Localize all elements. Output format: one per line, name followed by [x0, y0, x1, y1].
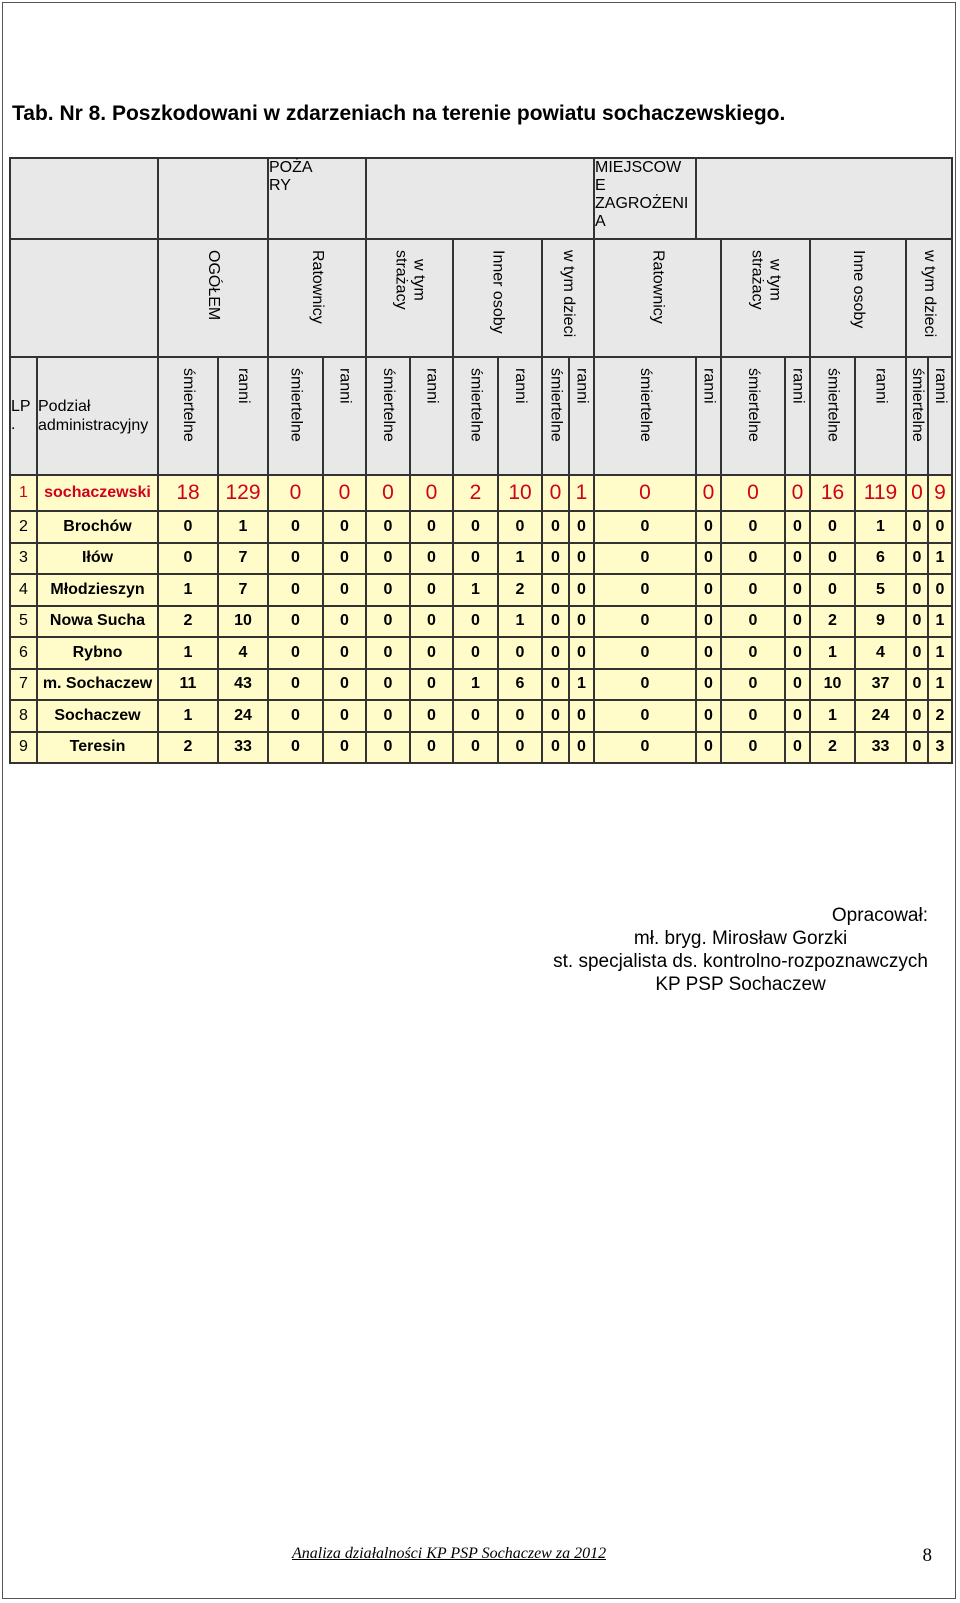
row-value: 0	[542, 475, 569, 511]
row-value: 0	[366, 511, 410, 543]
row-value: 0	[366, 732, 410, 764]
row-value: 0	[721, 543, 785, 575]
table-row	[10, 511, 952, 543]
row-name: Nowa Sucha	[37, 606, 158, 638]
row-value: 0	[498, 700, 542, 732]
row-value: 0	[366, 475, 410, 511]
subheader-smiertelne	[542, 357, 569, 475]
subheader-ranni	[928, 357, 952, 475]
row-value: 0	[785, 637, 810, 669]
row-value: 0	[569, 700, 594, 732]
row-value: 0	[268, 732, 323, 764]
row-value: 0	[542, 700, 569, 732]
row-value: 5	[855, 574, 906, 606]
row-value: 0	[410, 475, 453, 511]
row-value: 0	[569, 543, 594, 575]
signature-name: mł. bryg. Mirosław Gorzki	[633, 928, 848, 949]
row-value: 0	[785, 511, 810, 543]
subheader-smiertelne	[906, 357, 928, 475]
row-value: 0	[594, 700, 696, 732]
row-lp: 2	[10, 511, 37, 543]
row-value: 0	[542, 669, 569, 701]
row-value: 6	[498, 669, 542, 701]
row-value: 1	[928, 669, 952, 701]
row-value: 0	[410, 511, 453, 543]
row-value: 0	[323, 543, 366, 575]
row-value: 0	[696, 637, 721, 669]
row-value: 0	[721, 732, 785, 764]
row-value: 0	[906, 574, 928, 606]
row-value: 0	[721, 606, 785, 638]
row-value: 0	[323, 700, 366, 732]
row-name: Sochaczew	[37, 700, 158, 732]
category-dzieci-pozary: w tym dzieci	[560, 250, 577, 338]
row-value: 1	[569, 669, 594, 701]
row-value: 11	[158, 669, 218, 701]
row-value: 1	[810, 637, 855, 669]
row-value: 0	[906, 475, 928, 511]
row-value: 0	[453, 732, 498, 764]
subheader-ranni	[410, 357, 453, 475]
row-value: 0	[569, 511, 594, 543]
subheader-smiertelne-label: śmiertelne	[467, 368, 485, 442]
row-value: 0	[453, 606, 498, 638]
row-value: 0	[594, 475, 696, 511]
subheader-smiertelne	[810, 357, 855, 475]
row-value: 7	[218, 574, 268, 606]
row-value: 0	[785, 543, 810, 575]
row-value: 129	[218, 475, 268, 511]
row-value: 0	[810, 574, 855, 606]
row-value: 0	[268, 669, 323, 701]
row-value: 1	[569, 475, 594, 511]
row-value: 0	[594, 606, 696, 638]
subheader-ranni	[323, 357, 366, 475]
row-name: Iłów	[37, 543, 158, 575]
row-value: 0	[721, 511, 785, 543]
subheader-smiertelne	[453, 357, 498, 475]
row-value: 3	[928, 732, 952, 764]
row-value: 9	[928, 475, 952, 511]
row-value: 16	[810, 475, 855, 511]
row-value: 0	[542, 543, 569, 575]
footer-title: Analiza działalności KP PSP Sochaczew za 2012	[292, 1545, 607, 1562]
row-value: 1	[453, 669, 498, 701]
row-value: 0	[696, 475, 721, 511]
row-value: 0	[906, 511, 928, 543]
row-value: 10	[810, 669, 855, 701]
row-value: 0	[696, 606, 721, 638]
row-value: 0	[268, 475, 323, 511]
row-value: 37	[855, 669, 906, 701]
row-value: 0	[594, 574, 696, 606]
subheader-ranni-label: ranni	[423, 368, 441, 404]
subheader-ranni-label: ranni	[235, 368, 252, 404]
row-value: 0	[410, 606, 453, 638]
row-value: 1	[928, 543, 952, 575]
row-value: 2	[928, 700, 952, 732]
row-lp: 6	[10, 637, 37, 669]
row-value: 9	[855, 606, 906, 638]
row-value: 2	[810, 606, 855, 638]
row-value: 0	[696, 543, 721, 575]
row-value: 1	[928, 637, 952, 669]
category-header-row	[10, 239, 952, 357]
row-value: 2	[810, 732, 855, 764]
table-row	[10, 606, 952, 638]
row-value: 0	[785, 574, 810, 606]
row-value: 0	[696, 669, 721, 701]
subheader-smiertelne	[268, 357, 323, 475]
row-value: 0	[721, 475, 785, 511]
subheader-ranni	[696, 357, 721, 475]
row-value: 0	[453, 543, 498, 575]
row-value: 0	[906, 543, 928, 575]
row-value: 24	[855, 700, 906, 732]
sub-header-row	[10, 357, 952, 475]
subheader-smiertelne	[594, 357, 696, 475]
row-value: 0	[785, 669, 810, 701]
row-value: 0	[594, 543, 696, 575]
row-value: 0	[906, 606, 928, 638]
row-value: 0	[721, 574, 785, 606]
row-value: 0	[498, 732, 542, 764]
subheader-smiertelne-label: śmiertelne	[637, 368, 654, 442]
casualties-table	[9, 157, 953, 764]
group-pozary: POŻA RY	[268, 158, 366, 239]
page-title: Tab. Nr 8. Poszkodowani w zdarzeniach na terenie powiatu sochaczewskiego.	[12, 102, 786, 125]
row-value: 0	[158, 543, 218, 575]
row-value: 0	[785, 606, 810, 638]
subheader-ranni-label: ranni	[789, 368, 807, 404]
row-value: 0	[410, 700, 453, 732]
row-value: 0	[323, 637, 366, 669]
category-inne-osoby: Inne osoby	[850, 250, 867, 329]
row-value: 0	[906, 700, 928, 732]
row-name: Brochów	[37, 511, 158, 543]
category-ogolem: OGÓŁEM	[205, 250, 222, 321]
lp-header: LP .	[10, 357, 37, 475]
row-value: 0	[721, 700, 785, 732]
row-value: 10	[218, 606, 268, 638]
row-name: Młodzieszyn	[37, 574, 158, 606]
row-value: 0	[696, 700, 721, 732]
row-value: 0	[498, 511, 542, 543]
row-value: 0	[928, 574, 952, 606]
subheader-ranni	[855, 357, 906, 475]
subheader-smiertelne-label: śmiertelne	[180, 368, 197, 442]
subheader-smiertelne-label: śmiertelne	[380, 368, 397, 442]
row-value: 0	[569, 637, 594, 669]
subheader-smiertelne	[366, 357, 410, 475]
row-lp: 1	[10, 475, 37, 511]
subheader-smiertelne	[721, 357, 785, 475]
row-value: 1	[158, 637, 218, 669]
row-value: 4	[218, 637, 268, 669]
row-value: 0	[410, 669, 453, 701]
row-name: m. Sochaczew	[37, 669, 158, 701]
row-value: 0	[810, 543, 855, 575]
row-value: 18	[158, 475, 218, 511]
row-value: 0	[323, 669, 366, 701]
table-row	[10, 543, 952, 575]
subheader-ranni-label: ranni	[932, 368, 949, 404]
table-row	[10, 574, 952, 606]
category-inner-osoby: Inner osoby	[489, 250, 507, 334]
page-number: 8	[922, 1545, 932, 1566]
signature-block	[553, 904, 928, 996]
category-dzieci-mz: w tym dzieci	[921, 250, 938, 338]
subheader-smiertelne	[158, 357, 218, 475]
row-value: 0	[569, 574, 594, 606]
row-value: 0	[323, 574, 366, 606]
row-value: 6	[855, 543, 906, 575]
row-value: 0	[268, 700, 323, 732]
row-value: 0	[594, 732, 696, 764]
row-value: 1	[498, 606, 542, 638]
row-name: Rybno	[37, 637, 158, 669]
row-value: 0	[696, 511, 721, 543]
subheader-smiertelne-label: śmiertelne	[547, 368, 565, 442]
row-value: 0	[410, 732, 453, 764]
row-value: 7	[218, 543, 268, 575]
row-value: 1	[810, 700, 855, 732]
row-value: 0	[785, 732, 810, 764]
row-value: 2	[158, 606, 218, 638]
group-header-row	[10, 158, 952, 239]
row-value: 2	[453, 475, 498, 511]
row-value: 0	[721, 669, 785, 701]
row-value: 0	[366, 543, 410, 575]
subheader-smiertelne-label: śmiertelne	[909, 368, 926, 442]
row-value: 1	[855, 511, 906, 543]
subheader-ranni-label: ranni	[512, 368, 529, 404]
row-value: 0	[721, 637, 785, 669]
subheader-ranni-label: ranni	[700, 368, 718, 404]
signature-position: st. specjalista ds. kontrolno-rozpoznawczych	[553, 951, 928, 972]
row-value: 0	[366, 606, 410, 638]
row-value: 4	[855, 637, 906, 669]
row-value: 0	[696, 574, 721, 606]
row-value: 0	[542, 574, 569, 606]
row-value: 33	[218, 732, 268, 764]
row-value: 0	[366, 700, 410, 732]
row-value: 0	[453, 637, 498, 669]
table-row	[10, 732, 952, 764]
row-value: 0	[268, 637, 323, 669]
row-value: 0	[928, 511, 952, 543]
row-value: 10	[498, 475, 542, 511]
row-value: 0	[810, 511, 855, 543]
row-value: 0	[453, 511, 498, 543]
row-value: 0	[366, 669, 410, 701]
category-strazacy-mz: w tym strażacy	[748, 250, 784, 310]
row-value: 0	[542, 511, 569, 543]
row-value: 0	[453, 700, 498, 732]
row-name: Teresin	[37, 732, 158, 764]
row-value: 0	[696, 732, 721, 764]
row-value: 1	[218, 511, 268, 543]
row-lp: 5	[10, 606, 37, 638]
row-value: 0	[366, 637, 410, 669]
table-row	[10, 700, 952, 732]
subheader-ranni-label: ranni	[336, 368, 354, 404]
subheader-smiertelne-label: śmiertelne	[745, 368, 762, 442]
row-value: 0	[323, 732, 366, 764]
row-value: 0	[569, 606, 594, 638]
row-value: 0	[542, 637, 569, 669]
row-value: 33	[855, 732, 906, 764]
row-value: 0	[410, 574, 453, 606]
row-value: 0	[594, 637, 696, 669]
category-ratownicy-pozary: Ratownicy	[309, 250, 326, 324]
row-value: 0	[268, 543, 323, 575]
row-lp: 3	[10, 543, 37, 575]
group-miejscowe-zagrozenia: MIEJSCOW E ZAGROŻENI A	[594, 158, 696, 239]
row-value: 0	[594, 669, 696, 701]
row-lp: 7	[10, 669, 37, 701]
category-strazacy-pozary: w tym strażacy	[392, 250, 428, 310]
row-value: 24	[218, 700, 268, 732]
subheader-ranni	[498, 357, 542, 475]
table-row	[10, 637, 952, 669]
row-value: 2	[158, 732, 218, 764]
row-value: 0	[906, 669, 928, 701]
row-value: 1	[928, 606, 952, 638]
subheader-smiertelne-label: śmiertelne	[824, 368, 842, 442]
row-value: 0	[498, 637, 542, 669]
signature-opracowal: Opracował:	[831, 905, 928, 926]
signature-unit: KP PSP Sochaczew	[655, 974, 826, 995]
row-value: 0	[785, 700, 810, 732]
row-value: 1	[453, 574, 498, 606]
row-value: 0	[906, 732, 928, 764]
row-value: 0	[158, 511, 218, 543]
subheader-smiertelne-label: śmiertelne	[287, 368, 305, 442]
row-lp: 4	[10, 574, 37, 606]
subheader-ranni-label: ranni	[573, 368, 591, 404]
row-value: 43	[218, 669, 268, 701]
row-value: 2	[498, 574, 542, 606]
row-value: 0	[906, 637, 928, 669]
subheader-ranni-label: ranni	[872, 368, 890, 404]
row-value: 0	[268, 606, 323, 638]
row-value: 1	[498, 543, 542, 575]
row-value: 0	[542, 606, 569, 638]
row-value: 0	[323, 511, 366, 543]
podzial-header: Podział administracyjny	[37, 357, 158, 475]
subheader-ranni	[218, 357, 268, 475]
row-value: 0	[323, 475, 366, 511]
row-value: 0	[366, 574, 410, 606]
row-value: 1	[158, 700, 218, 732]
row-value: 0	[323, 606, 366, 638]
row-value: 0	[569, 732, 594, 764]
category-ratownicy-mz: Ratownicy	[649, 250, 667, 324]
row-value: 0	[542, 732, 569, 764]
row-value: 0	[268, 574, 323, 606]
table-row	[10, 475, 952, 511]
row-value: 0	[785, 475, 810, 511]
row-value: 0	[594, 511, 696, 543]
table-row	[10, 669, 952, 701]
row-lp: 8	[10, 700, 37, 732]
row-value: 1	[158, 574, 218, 606]
row-value: 0	[268, 511, 323, 543]
row-value: 119	[855, 475, 906, 511]
row-value: 0	[410, 637, 453, 669]
row-value: 0	[410, 543, 453, 575]
subheader-ranni	[569, 357, 594, 475]
row-lp: 9	[10, 732, 37, 764]
subheader-ranni	[785, 357, 810, 475]
row-name: sochaczewski	[37, 475, 158, 511]
